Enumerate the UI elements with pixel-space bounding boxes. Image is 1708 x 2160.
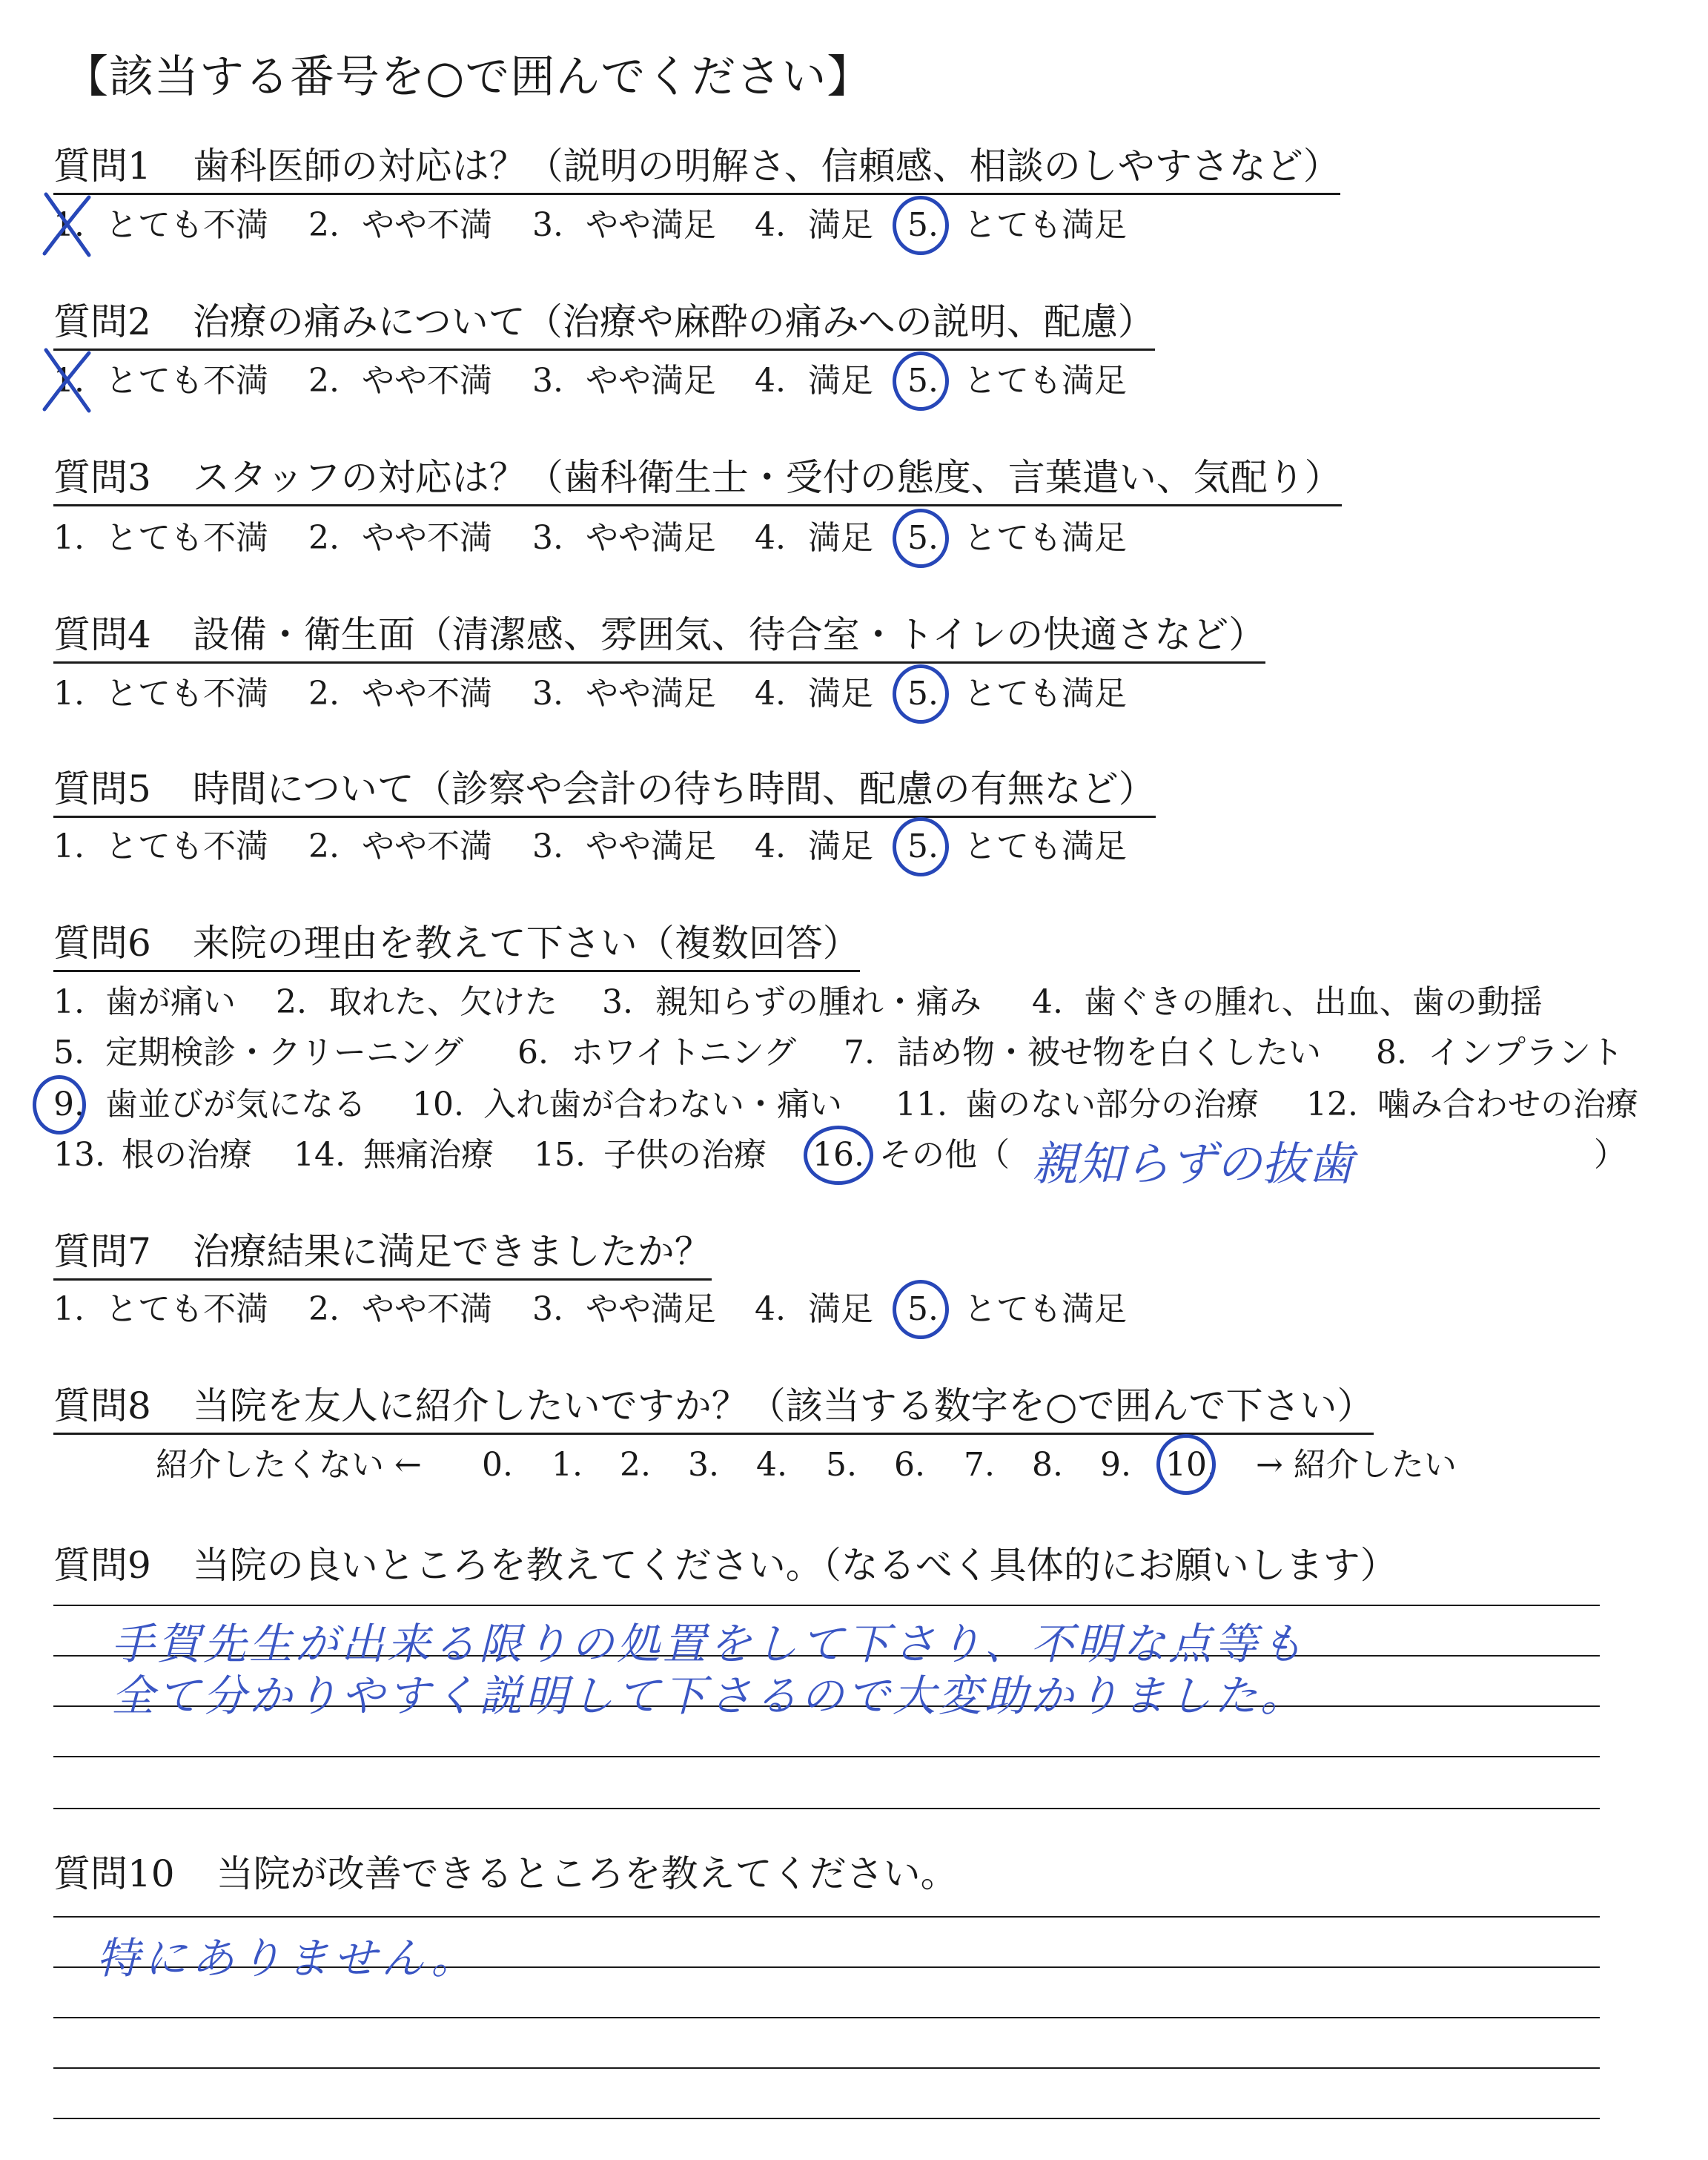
option-label: 満足 [808,519,873,557]
option-number[interactable]: 5. [53,1034,85,1071]
option-label: とても不満 [105,675,268,713]
scale-number[interactable]: 1. [552,1446,583,1484]
question-label: 質問2 [53,300,151,343]
selected-circle-mark [1156,1434,1216,1495]
option-label: 詰め物・被せ物を白くしたい [897,1034,1321,1071]
option-label: やや満足 [586,1290,716,1328]
option-number[interactable]: 1. [53,206,85,244]
option-number[interactable]: 3. [532,362,563,400]
option-label: 満足 [808,675,873,713]
option-label: 歯のない部分の治療 [965,1086,1259,1123]
option-label: やや不満 [362,206,492,244]
option-label: 無痛治療 [363,1136,494,1174]
question-2-title [53,301,1155,351]
other-close-paren: ） [1594,1136,1626,1174]
scale-number[interactable]: 8. [1032,1446,1063,1484]
scale-number[interactable]: 6. [894,1446,925,1484]
option-number[interactable]: 4. [755,675,786,713]
question-label: 質問7 [53,1230,151,1273]
option-number[interactable]: 4. [755,206,786,244]
question-text: 歯科医師の対応は？（説明の明解さ、信頼感、相談のしやすさなど） [192,145,1340,188]
question-text: 当院を友人に紹介したいですか？（該当する数字を○で囲んで下さい） [192,1384,1374,1427]
answer-line [53,1808,1600,1809]
option-number[interactable]: 5. [907,675,939,713]
option-number[interactable]: 4. [755,828,786,865]
other-reason-answer[interactable]: 親知らずの抜歯 [1032,1137,1354,1191]
answer-line [53,2017,1600,2018]
question-4-title [53,614,1265,664]
answer-line [53,1916,1600,1918]
scale-number[interactable]: 7. [964,1446,995,1484]
question-5-title [53,768,1156,818]
option-label: 子供の治療 [603,1136,767,1174]
option-number[interactable]: 12. [1306,1086,1358,1123]
option-number[interactable]: 5. [907,519,939,557]
option-number[interactable]: 4. [1032,983,1063,1021]
option-label: やや不満 [362,828,492,865]
option-label: 満足 [808,362,873,400]
question-text: 治療結果に満足できましたか？ [192,1230,712,1273]
option-label: ホワイトニング [571,1034,797,1071]
option-label: 根の治療 [122,1136,252,1174]
option-number[interactable]: 5. [907,362,939,400]
option-label: とても不満 [105,1290,268,1328]
question-text: 当院が改善できるところを教えてください。 [216,1852,958,1895]
option-number[interactable]: 1. [53,519,85,557]
option-label: とても不満 [105,362,268,400]
answer-line [53,2067,1600,2069]
option-number[interactable]: 1. [53,983,85,1021]
answer-line [53,1756,1600,1757]
option-number[interactable]: 2. [308,519,340,557]
option-number[interactable]: 7. [844,1034,875,1071]
option-number[interactable]: 1. [53,828,85,865]
page-title: 【該当する番号を○で囲んでください】 [64,51,873,103]
question-1-title [53,145,1340,195]
question-label: 質問10 [53,1852,175,1895]
option-label: やや不満 [362,1290,492,1328]
option-number[interactable]: 3. [532,828,563,865]
option-label: 定期検診・クリーニング [105,1034,464,1071]
option-label: とても満足 [964,206,1127,244]
option-label: 満足 [808,206,873,244]
option-number[interactable]: 2. [308,675,340,713]
option-number[interactable]: 5. [907,1290,939,1328]
selected-circle-mark [33,1075,86,1135]
option-number[interactable]: 5. [907,206,939,244]
selected-circle-mark [804,1126,873,1185]
option-label: やや不満 [362,362,492,400]
option-number[interactable]: 16. [812,1136,864,1174]
question-text: 設備・衛生面（清潔感、雰囲気、待合室・トイレの快適さなど） [192,613,1266,656]
selected-circle-mark [893,817,949,876]
option-label: やや満足 [586,675,716,713]
scale-number[interactable]: 4. [756,1446,787,1484]
option-number[interactable]: 5. [907,828,939,865]
option-number[interactable]: 10. [412,1086,464,1123]
option-number[interactable]: 2. [308,362,340,400]
option-label: 歯並びが気になる [105,1086,366,1123]
option-label: インプラント [1428,1034,1623,1071]
option-number[interactable]: 13. [53,1136,105,1174]
option-label: 歯ぐきの腫れ、出血、歯の動揺 [1084,983,1543,1021]
selected-circle-mark [893,196,949,255]
option-label: とても満足 [964,675,1127,713]
scale-number[interactable]: 5. [826,1446,857,1484]
question-3-title [53,457,1342,506]
option-number[interactable]: 4. [755,519,786,557]
option-number[interactable]: 3. [602,983,633,1021]
selected-circle-mark [893,351,949,411]
scale-number[interactable]: 3. [688,1446,719,1484]
option-label: やや不満 [362,675,492,713]
option-label: 取れた、欠けた [329,983,557,1021]
question-9-answer-line-2[interactable]: 全て分かりやすく説明して下さるので大変助かりました。 [111,1671,1307,1721]
option-label: とても満足 [964,828,1127,865]
option-label: とても不満 [105,206,268,244]
answer-line [53,1605,1600,1606]
selected-circle-mark [893,664,949,724]
option-number[interactable]: 2. [276,983,307,1021]
option-number[interactable]: 11. [896,1086,947,1123]
option-number[interactable]: 2. [308,206,340,244]
question-9-answer-line-1[interactable]: 手賀先生が出来る限りの処置をして下さり、不明な点等も [111,1619,1307,1669]
option-label: 親知らずの腫れ・痛み [655,983,982,1021]
option-label: やや満足 [586,206,716,244]
option-number[interactable]: 1. [53,362,85,400]
option-number[interactable]: 8. [1376,1034,1407,1071]
selected-circle-mark [893,1280,949,1339]
option-number[interactable]: 6. [517,1034,549,1071]
question-text: 当院の良いところを教えてください。（なるべく具体的にお願いします） [192,1544,1397,1587]
option-number[interactable]: 3. [532,519,563,557]
question-label: 質問6 [53,922,151,965]
question-10-title [53,1852,958,1895]
option-number[interactable]: 4. [755,1290,786,1328]
option-label: やや満足 [586,519,716,557]
option-number[interactable]: 15. [534,1136,586,1174]
option-number[interactable]: 2. [308,828,340,865]
option-number[interactable]: 3. [532,206,563,244]
question-label: 質問5 [53,767,151,810]
cross-mark-icon [37,343,96,417]
question-text: 時間について（診察や会計の待ち時間、配慮の有無など） [192,767,1156,810]
question-label: 質問9 [53,1544,151,1587]
option-label: とても不満 [105,828,268,865]
option-number[interactable]: 9. [53,1086,85,1123]
option-number[interactable]: 3. [532,1290,563,1328]
option-number[interactable]: 1. [53,675,85,713]
option-label: やや満足 [586,362,716,400]
option-label: とても満足 [964,362,1127,400]
question-text: スタッフの対応は？（歯科衛生士・受付の態度、言葉遣い、気配り） [192,456,1342,499]
option-label: 満足 [808,828,873,865]
option-number[interactable]: 3. [532,675,563,713]
option-label: とても満足 [964,519,1127,557]
question-9-title [53,1544,1397,1587]
option-label: 入れ歯が合わない・痛い [483,1086,842,1123]
option-label: 噛み合わせの治療 [1377,1086,1638,1123]
option-label: やや不満 [362,519,492,557]
scale-left-label: 紹介したくない ← [156,1446,422,1484]
question-6-title [53,922,860,972]
question-10-answer[interactable]: 特にありません。 [96,1933,479,1984]
question-text: 治療の痛みについて（治療や麻酔の痛みへの説明、配慮） [192,300,1155,343]
question-text: 来院の理由を教えて下さい（複数回答） [192,922,860,965]
answer-line [53,2118,1600,2119]
question-7-title [53,1231,712,1281]
question-label: 質問8 [53,1384,151,1427]
option-number[interactable]: 2. [308,1290,340,1328]
question-label: 質問3 [53,456,151,499]
cross-mark-icon [37,187,96,261]
scale-number[interactable]: 0. [482,1446,513,1484]
question-label: 質問4 [53,613,151,656]
scale-right-label: → 紹介したい [1256,1446,1457,1484]
option-label: その他（ [879,1136,1010,1174]
selected-circle-mark [893,509,949,568]
scale-number[interactable]: 10. [1165,1446,1217,1484]
option-label: やや満足 [586,828,716,865]
option-number[interactable]: 4. [755,362,786,400]
option-label: 歯が痛い [105,983,236,1021]
question-label: 質問1 [53,145,151,188]
option-label: とても満足 [964,1290,1127,1328]
option-label: 満足 [808,1290,873,1328]
scale-number[interactable]: 9. [1100,1446,1131,1484]
scale-number[interactable]: 2. [620,1446,651,1484]
option-label: とても不満 [105,519,268,557]
question-8-title [53,1385,1374,1435]
option-number[interactable]: 1. [53,1290,85,1328]
option-number[interactable]: 14. [294,1136,345,1174]
